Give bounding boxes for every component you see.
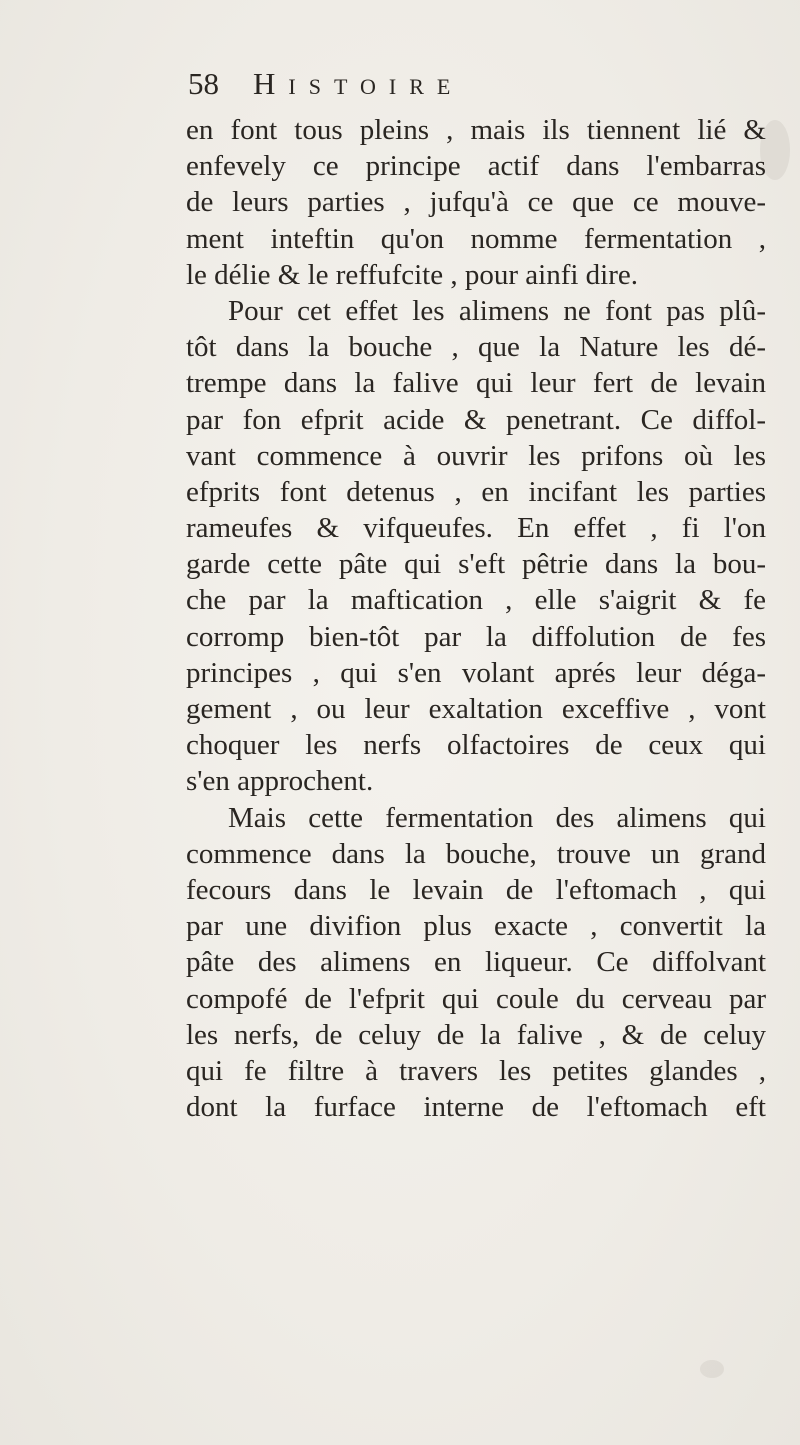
text-line: principes , qui s'en volant aprés leur déga- (186, 656, 766, 689)
text-line: dont la furface interne de l'eftomach eft (186, 1091, 766, 1124)
text-line: garde cette pâte qui s'eft pêtrie dans la bou- (186, 548, 766, 581)
page-header (188, 66, 748, 108)
running-title: Histoire (253, 66, 464, 101)
text-line: gement , ou leur exaltation exceffive , vont (186, 693, 766, 725)
page-number: 58 (188, 66, 219, 101)
paper-stain (700, 1360, 724, 1378)
text-line: compofé de l'efprit qui coule du cerveau par (186, 982, 766, 1015)
text-line: ment inteftin qu'on nomme fermentation , (186, 222, 766, 255)
text-line: pâte des alimens en liqueur. Ce diffolvant (186, 946, 766, 979)
text-line: par une divifion plus exacte , convertit la (186, 910, 766, 943)
text-line: fecours dans le levain de l'eftomach , qui (186, 873, 766, 906)
text-line: s'en approchent. (186, 765, 374, 798)
text-line: choquer les nerfs olfactoires de ceux qui (186, 729, 766, 762)
text-line: efprits font detenus , en incifant les parties (186, 475, 766, 508)
text-line: trempe dans la falive qui leur fert de levain (186, 367, 766, 400)
text-line: par fon efprit acide & penetrant. Ce diffol- (186, 403, 766, 436)
text-line: Mais cette fermentation des alimens qui (228, 801, 766, 834)
text-line: qui fe filtre à travers les petites glandes , (186, 1054, 766, 1087)
text-line: en font tous pleins , mais ils tiennent lié & (186, 114, 766, 146)
text-line: de leurs parties , jufqu'à ce que ce mouve- (186, 186, 766, 219)
body-text (186, 112, 766, 1125)
text-line: vant commence à ouvrir les prifons où les (186, 439, 766, 472)
text-line: le délie & le reffufcite , pour ainfi dire. (186, 258, 638, 291)
text-line: enfevely ce principe actif dans l'embarras (186, 150, 766, 183)
text-line: commence dans la bouche, trouve un grand (186, 837, 766, 870)
text-line: les nerfs, de celuy de la falive , & de celuy (186, 1018, 766, 1051)
text-line: tôt dans la bouche , que la Nature les dé- (186, 331, 766, 364)
text-line: rameufes & vifqueufes. En effet , fi l'on (186, 512, 766, 545)
text-line: corromp bien-tôt par la diffolution de fes (186, 620, 766, 653)
text-line: che par la maftication , elle s'aigrit & fe (186, 584, 766, 617)
text-line: Pour cet effet les alimens ne font pas plû- (228, 294, 766, 327)
